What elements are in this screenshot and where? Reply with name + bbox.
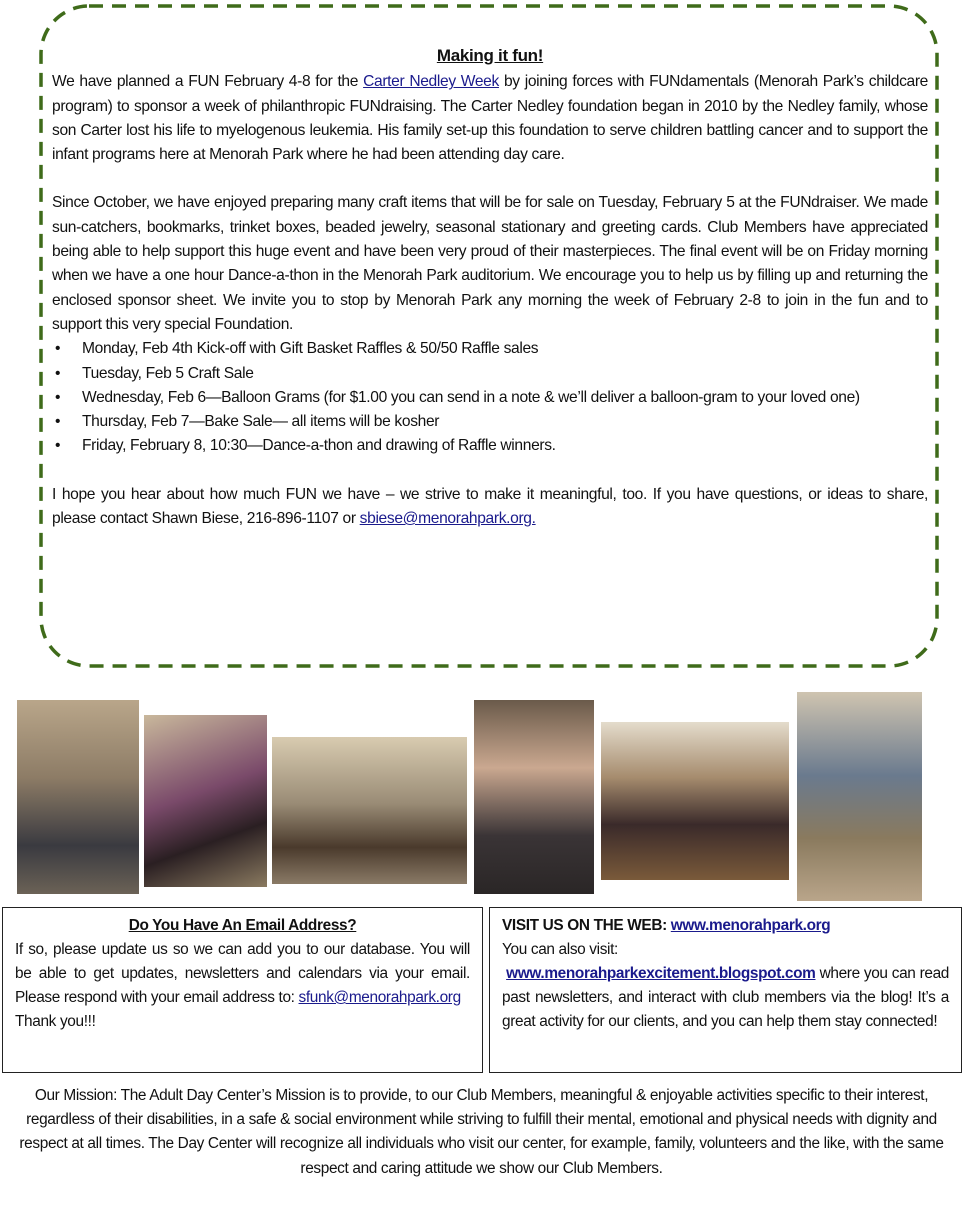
event-item: • Wednesday, Feb 6—Balloon Grams (for $1.00 you can send in a note & we’ll deliver a balloon-gram to your loved one) xyxy=(52,386,928,410)
photo-man-in-wheelchair xyxy=(17,700,139,894)
event-item: • Friday, February 8, 10:30—Dance-a-thon and drawing of Raffle winners. xyxy=(52,434,928,458)
web-box-heading xyxy=(502,914,949,938)
mission-statement: Our Mission: The Adult Day Center’s Mission is to provide, to our Club Members, meaningful & enjoyable activities specific to their interest, regardless of their disabilities, in a safe & social environment while striving to fulfill their mental, emotional and physical needs with dignity and respect at all times. The Day Center will recognize all individuals who visit our center, for example, family, volunteers and the like, with the same respect and caring attitude we show our Club Members. xyxy=(19,1087,944,1177)
visit-web-box xyxy=(489,907,962,1073)
web-box-body xyxy=(502,962,949,1034)
article-paragraph-2: Since October, we have enjoyed preparing many craft items that will be for sale on Tuesday, February 5 at the FUNdraiser. We made sun-catchers, bookmarks, trinket boxes, beaded jewelry, seasonal stationary and greeting cards. Club Members have appreciated being able to help support this huge event and have been very proud of their masterpieces. The final event will be on Friday morning when we have a one hour Dance-a-thon in the Menorah Park auditorium. We encourage you to help us by filling up and returning the enclosed sponsor sheet. We invite you to stop by Menorah Park any morning the week of February 2-8 to join in the fun and to support this very special Foundation. xyxy=(52,194,928,333)
article-making-it-fun xyxy=(52,44,928,531)
article-paragraph-1 xyxy=(52,70,928,167)
text: If so, please update us so we can add you to our database. You will be able to get updates, newsletters and calendars via your email. Please respond with your email address to: xyxy=(15,941,470,1006)
email-box-thanks: Thank you!!! xyxy=(15,1013,96,1030)
photo-man-with-microphone xyxy=(474,700,594,894)
sfunk-email-link[interactable]: sfunk@menorahpark.org xyxy=(298,989,461,1006)
text: by joining forces with FUNdamentals (Menorah Park’s childcare program) to sponsor a week of philanthropic FUNdraising. The Carter Nedley foundation began in 2010 by the Nedley family, whose son Carter lost his life to myelogenous leukemia. His family set-up this foundation to serve children battling cancer and to support the infant programs here at Menorah Park where he had been attending day care. xyxy=(52,73,929,164)
article-title: Making it fun! xyxy=(436,46,544,65)
photo-men-with-bear xyxy=(272,737,467,884)
sbiese-email-link[interactable]: sbiese@menorahpark.org. xyxy=(359,510,536,528)
event-item: • Tuesday, Feb 5 Craft Sale xyxy=(52,362,928,386)
text: I hope you hear about how much FUN we have – we strive to make it meaningful, too. If you have questions, or ideas to share, please contact Shawn Biese, 216-896-1107 or xyxy=(52,485,928,528)
event-list xyxy=(52,337,928,458)
text: We have planned a FUN February 4-8 for the xyxy=(52,73,364,91)
web-box-also: You can also visit: xyxy=(502,941,618,958)
email-box-body xyxy=(15,938,470,1010)
email-box-title: Do You Have An Email Address? xyxy=(128,917,357,934)
carter-nedley-link[interactable]: Carter Nedley Week xyxy=(363,73,499,91)
email-address-box xyxy=(2,907,483,1073)
photo-group-with-balloons xyxy=(601,722,789,880)
article-paragraph-3 xyxy=(52,483,928,532)
photo-man-with-walker xyxy=(797,692,922,901)
blog-link[interactable]: www.menorahparkexcitement.blogspot.com xyxy=(506,965,816,982)
text: VISIT US ON THE WEB: xyxy=(502,917,671,934)
event-item: • Monday, Feb 4th Kick-off with Gift Basket Raffles & 50/50 Raffle sales xyxy=(52,337,928,361)
text: where you can read past newsletters, and interact with club members via the blog! It’s a great activity for our clients, and you can help them stay connected! xyxy=(502,965,949,1030)
photo-woman-crafting xyxy=(144,715,267,887)
event-item: • Thursday, Feb 7—Bake Sale— all items will be kosher xyxy=(52,410,928,434)
menorahpark-link[interactable]: www.menorahpark.org xyxy=(670,917,831,934)
